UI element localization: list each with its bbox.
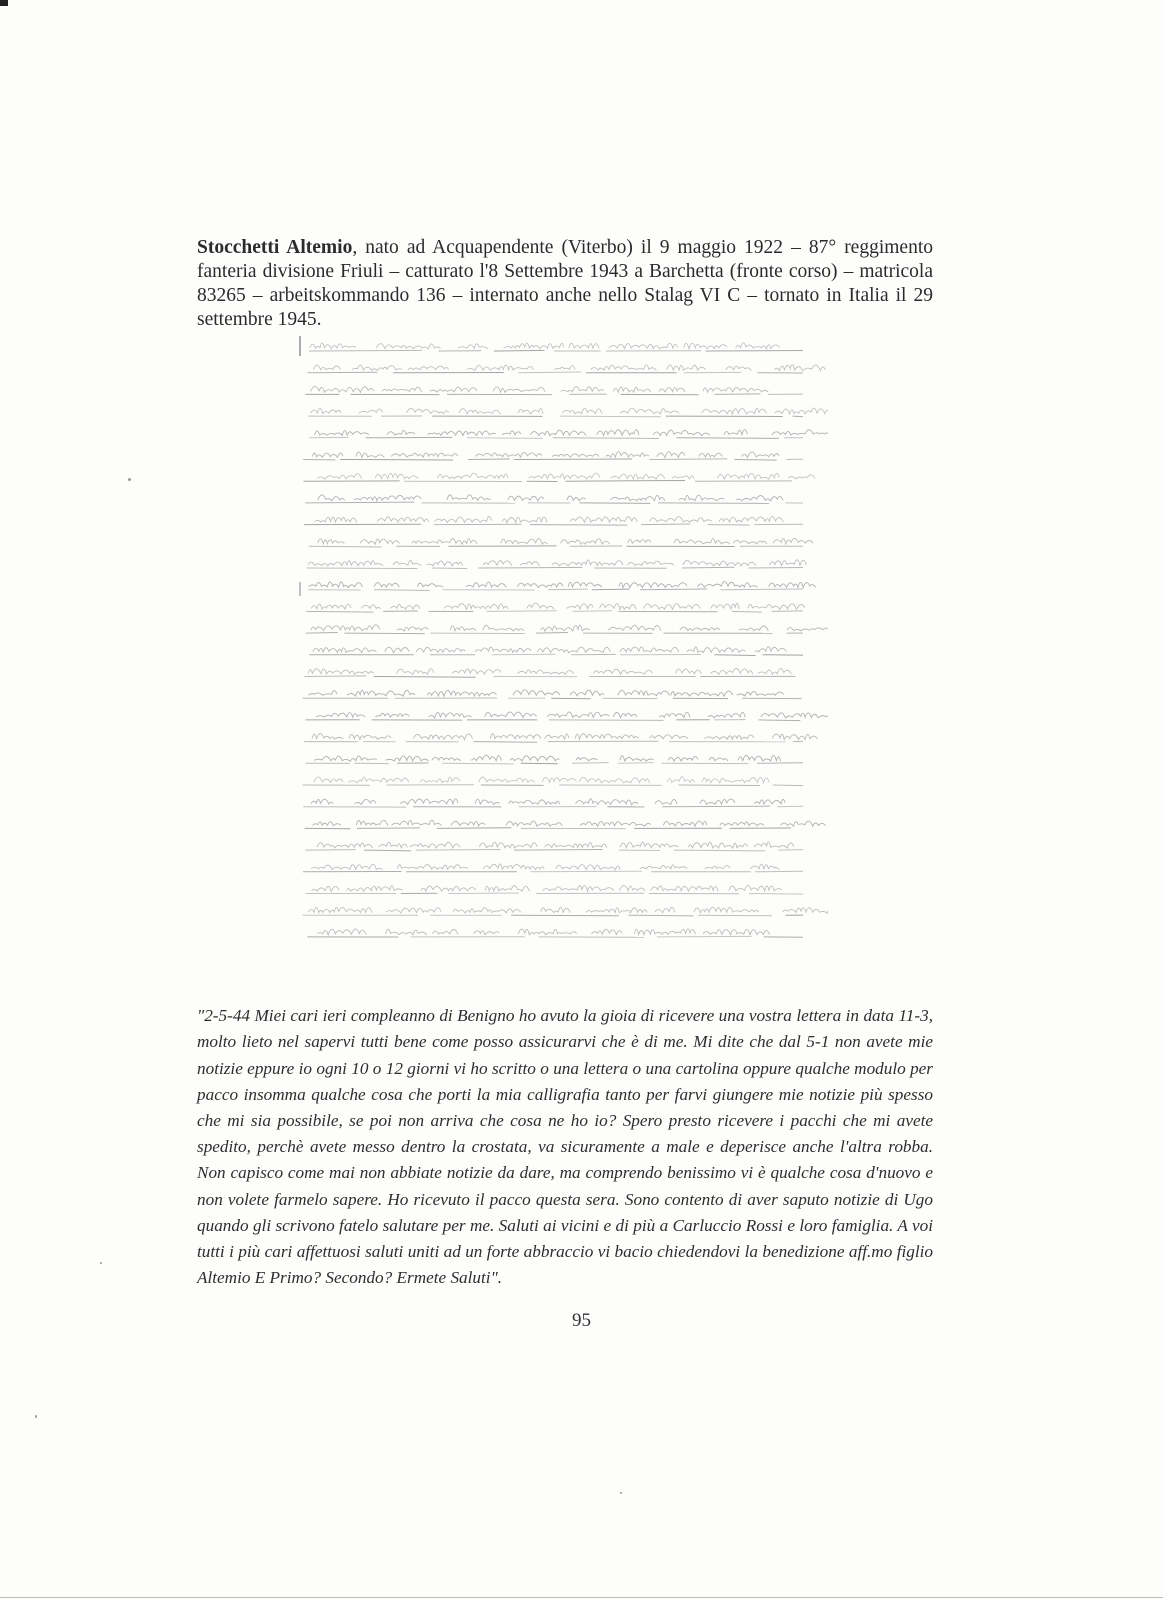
scan-speck [128, 478, 131, 481]
handwritten-letter-image [298, 334, 828, 952]
scan-corner-mark [0, 0, 8, 6]
scan-speck [620, 1492, 622, 1494]
page-number: 95 [572, 1310, 591, 1331]
letter-transcription: "2-5-44 Miei cari ieri compleanno di Benigno ho avuto la gioia di ricevere una vostra lettera in data 11-3, molto lieto nel sapervi tutti bene come posso assicurarvi che è di me. Mi dite che dal 5-1 non avete mie notizie eppure io ogni 10 o 12 giorni vi ho scritto o una lettera o una cartolina oppure qualche modulo per pacco insomma qualche cosa che porti la mia calligrafia tanto per farvi giungere mie notizie più spesso che mi sia possibile, se poi non arriva che cosa ne ho io? Spero presto ricevere i pacchi che mi avete spedito, perchè avete messo dentro la crostata, va sicuramente a male e deperisce anche l'altra robba. Non capisco come mai non abbiate notizie da dare, ma comprendo benissimo vi è qualche cosa d'nuovo e non volete farmelo sapere. Ho ricevuto il pacco questa sera. Sono contento di aver saputo notizie di Ugo quando gli scrivono fatelo salutare per me. Saluti ai vicini e di più a Carluccio Rossi e loro famiglia. A voi tutti i più cari affettuosi saluti uniti ad un forte abbraccio vi bacio chiedendovi la benedizione aff.mo figlio Altemio E Primo? Secondo? Ermete Saluti". [197, 1006, 933, 1288]
scan-bottom-edge [0, 1597, 1163, 1598]
intro-paragraph [197, 236, 933, 332]
scan-speck [100, 1262, 102, 1264]
scan-speck [35, 1415, 37, 1418]
prisoner-name: Stocchetti Altemio [197, 236, 353, 258]
handwriting-drawing [298, 334, 828, 952]
prisoner-details: , nato ad Acquapendente (Viterbo) il 9 maggio 1922 – 87° reggimento fanteria divisione Friuli – catturato l'8 Settembre 1943 a Barchetta (fronte corso) – matricola 83265 – arbeitskommando 136 – internato anche nello Stalag VI C – tornato in Italia il 29 settembre 1945. [197, 236, 933, 330]
